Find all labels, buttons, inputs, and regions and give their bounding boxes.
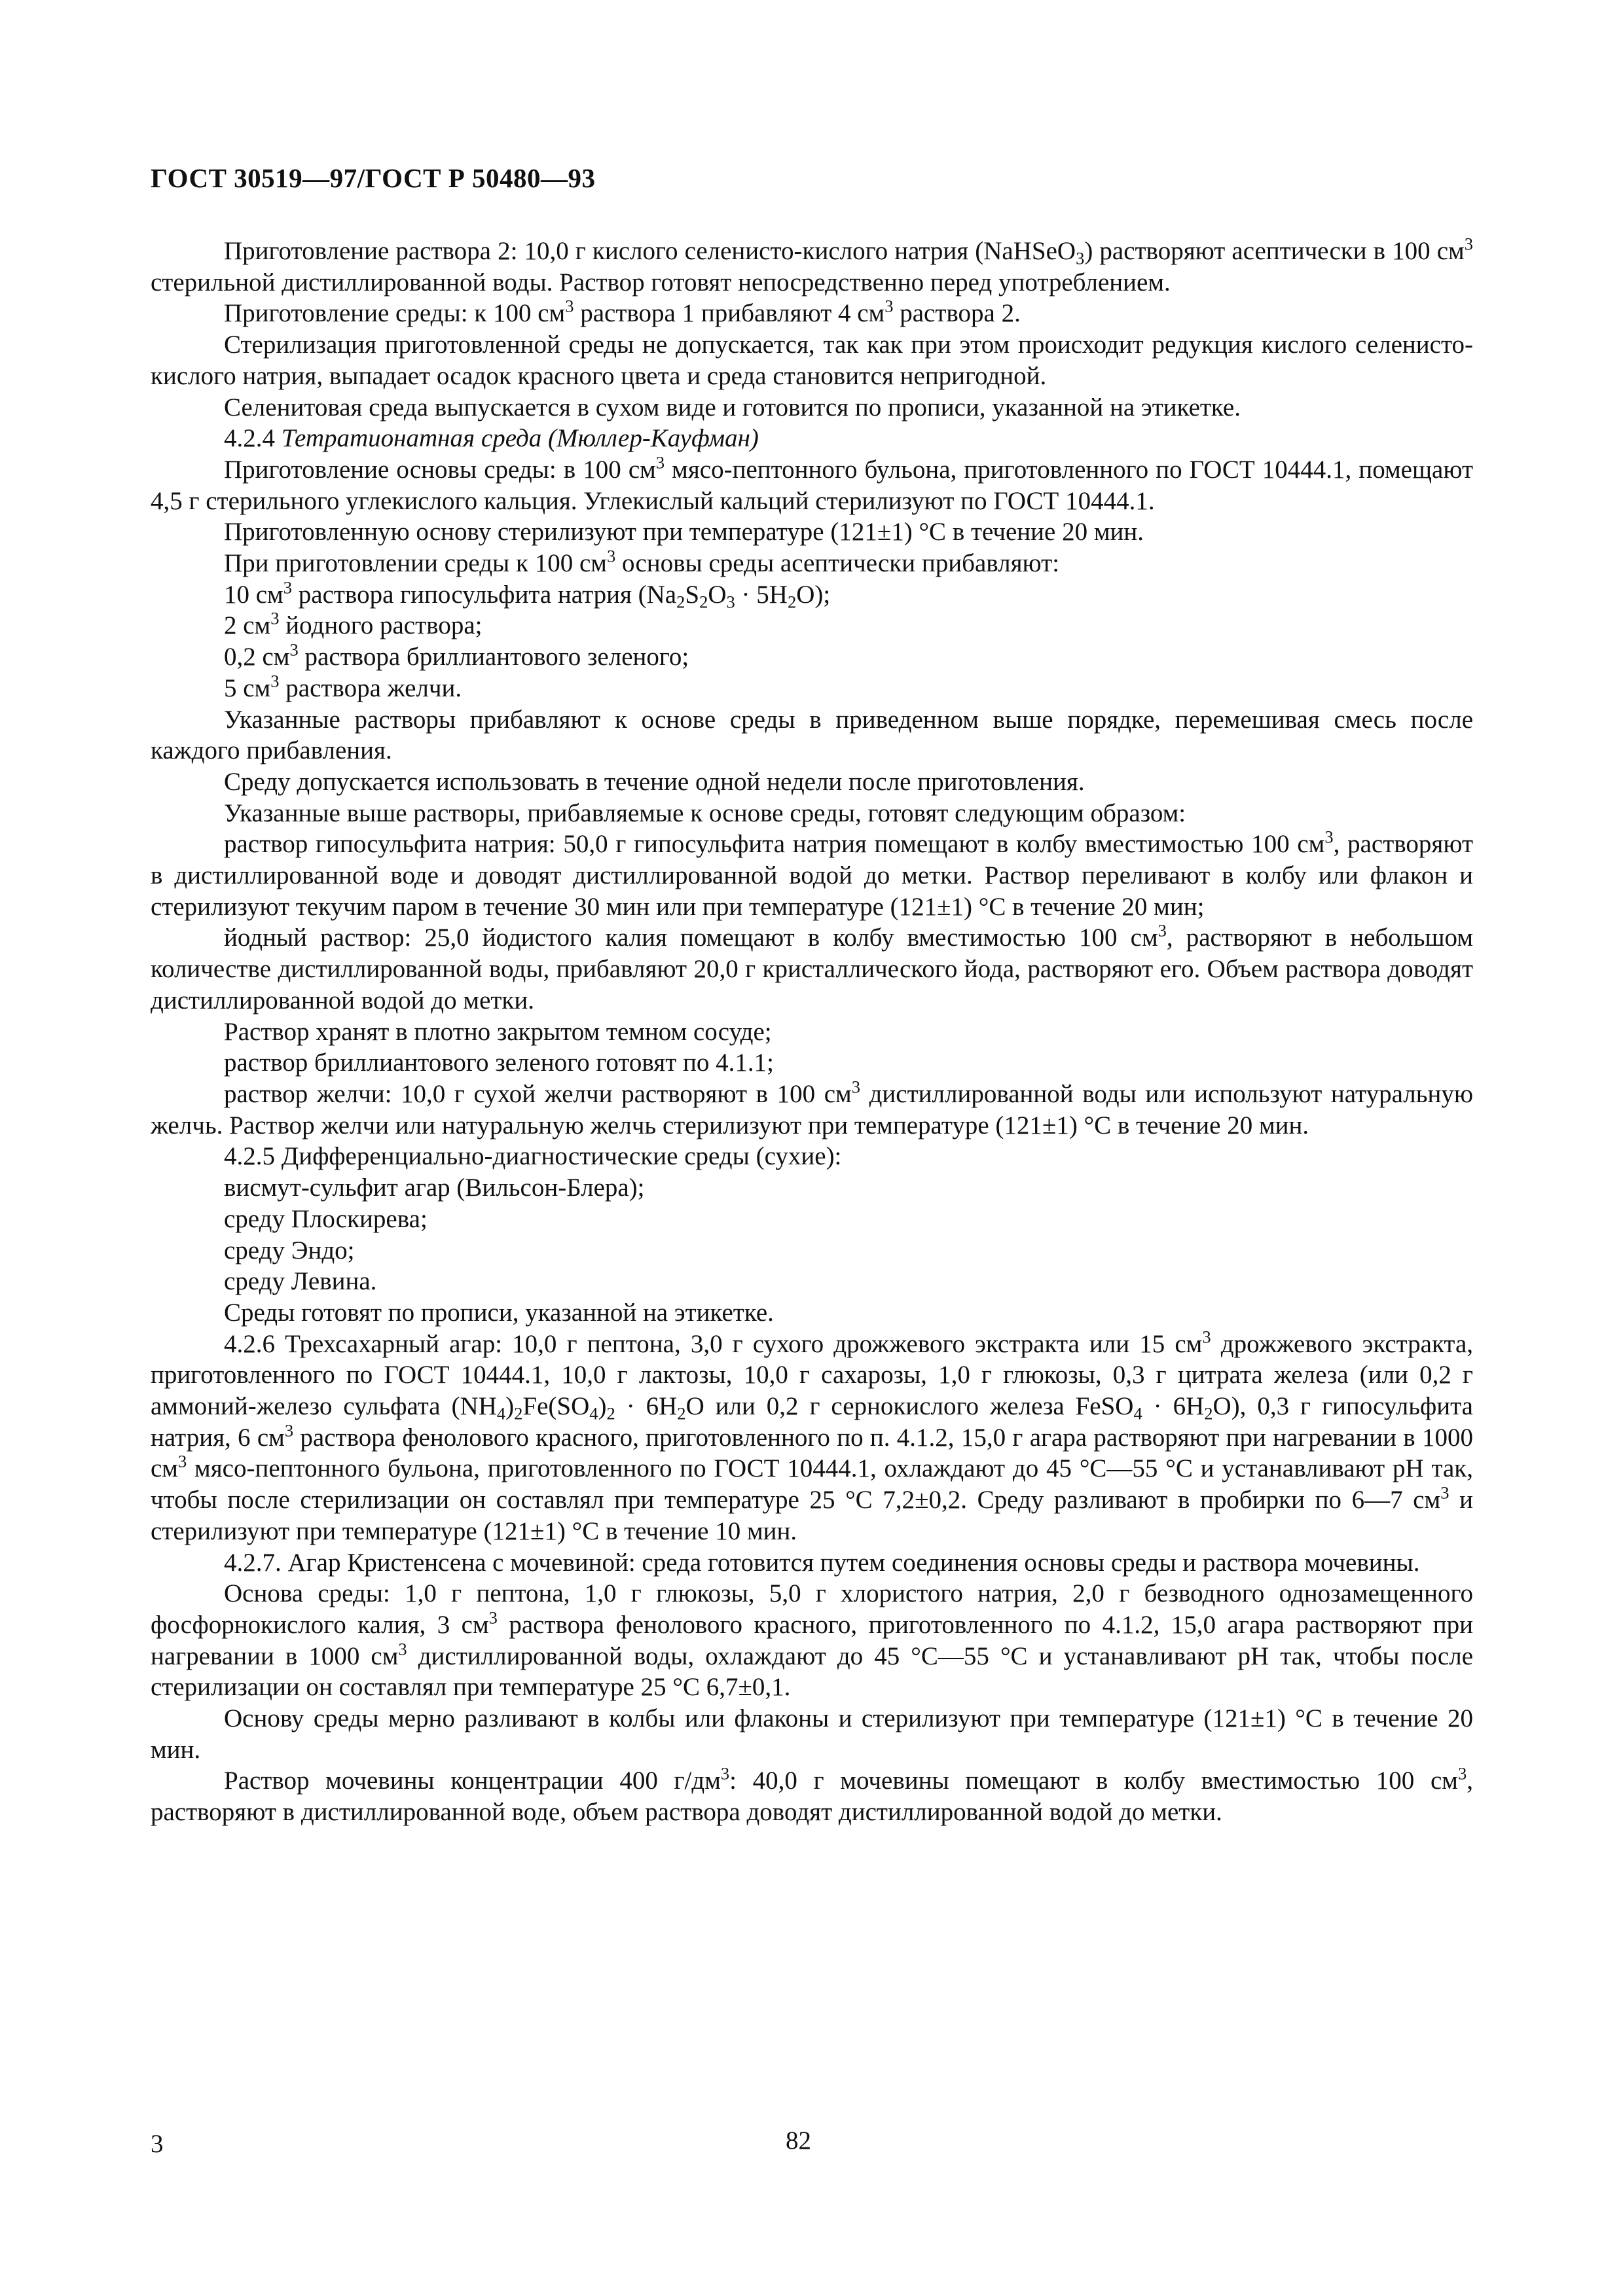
text-run: 5 см — [224, 673, 271, 702]
paragraph — [151, 1765, 1473, 1827]
subscript: 2 — [787, 592, 797, 612]
text-run: раствора бриллиантового зеленого; — [298, 643, 689, 672]
superscript: 3 — [1324, 827, 1334, 847]
superscript: 3 — [488, 1607, 498, 1628]
superscript: 3 — [655, 452, 665, 473]
paragraph — [151, 1047, 1473, 1079]
paragraph — [151, 423, 1473, 454]
text-run: дрожжевого экстракта, приготовленного по ГОСТ 10444.1, 10,0 г лактозы, 10,0 г сахарозы, 1,0 г глюкозы, 0,3 г цитрата железа (или 0,2 г аммоний-железо сульфата (NH — [151, 1329, 1473, 1421]
paragraph — [151, 516, 1473, 548]
text-run: Приготовленную основу стерилизуют при температуре (121±1) °С в течение 20 мин. — [224, 518, 1144, 547]
superscript: 3 — [1158, 920, 1167, 941]
paragraph — [151, 641, 1473, 673]
paragraph — [151, 1079, 1473, 1141]
subscript: 2 — [606, 1403, 615, 1424]
paragraph — [151, 766, 1473, 798]
text-run: Стерилизация приготовленной среды не допускается, так как при этом происходит редукция кислого селенисто-кислого натрия, выпадает осадок красного цвета и среда становится непригодной. — [151, 331, 1473, 390]
paragraph — [151, 579, 1473, 611]
superscript: 3 — [270, 608, 280, 628]
subscript: 2 — [676, 592, 685, 612]
paragraph — [151, 1547, 1473, 1579]
paragraph — [151, 1266, 1473, 1297]
paragraph — [151, 454, 1473, 516]
text-run: O), 0,3 г гипосульфита натрия, 6 см — [151, 1392, 1473, 1452]
superscript: 3 — [178, 1451, 187, 1471]
superscript: 3 — [1202, 1327, 1211, 1347]
text-run: 0,2 см — [224, 643, 290, 672]
text-run: Приготовление раствора 2: 10,0 г кислого селенисто-кислого натрия (NaHSeO — [224, 237, 1076, 265]
paragraph — [151, 298, 1473, 329]
text-run: , растворяют в небольшом количестве дистиллированной воды, прибавляют 20,0 г кристаллического йода, растворяют его. Объем раствора доводят дистиллированной водой до метки. — [151, 924, 1473, 1014]
text-run: раствора фенолового красного, приготовленного по п. 4.1.2, 15,0 г агара растворяют при нагревании в 1000 см — [151, 1423, 1473, 1483]
text-run: При приготовлении среды к 100 см — [224, 549, 607, 578]
text-run: · 6H — [1142, 1392, 1205, 1421]
italic-heading: Тетратионатная среда (Мюллер-Кауфман) — [281, 424, 759, 453]
superscript: 3 — [398, 1639, 407, 1659]
paragraph — [151, 610, 1473, 641]
subscript: 3 — [1076, 248, 1085, 268]
superscript: 3 — [606, 546, 616, 566]
text-run: Приготовление среды: к 100 см — [224, 299, 566, 328]
paragraph — [151, 1329, 1473, 1547]
text-run: Селенитовая среда выпускается в сухом виде и готовится по прописи, указанной на этикетке. — [224, 393, 1241, 422]
superscript: 3 — [289, 639, 299, 660]
text-run: основы среды асептически прибавляют: — [615, 549, 1060, 578]
paragraph — [151, 829, 1473, 922]
text-run: среду Эндо; — [224, 1236, 355, 1265]
text-run: , растворяют в дистиллированной воде и доводят дистиллированной водой до метки. Раствор переливают в колбу или флакон и стерилизуют текучим паром в течение 30 мин или при температуре (121±1) °С в течение 20 мин; — [151, 830, 1474, 921]
text-run: 2 см — [224, 611, 271, 640]
text-run: дистиллированной воды, охлаждают до 45 °С—55 °С и устанавливают pH так, чтобы после стерилизации он составлял при температуре 25 °С 6,7±0,1. — [151, 1641, 1474, 1702]
superscript: 3 — [565, 296, 574, 316]
paragraph — [151, 922, 1473, 1016]
superscript: 3 — [283, 577, 293, 598]
text-run: 4.2.5 Дифференциально-диагностические среды (сухие): — [224, 1142, 842, 1171]
page-number: 82 — [786, 2126, 811, 2155]
text-run: раствор бриллиантового зеленого готовят по 4.1.1; — [224, 1049, 774, 1077]
text-run: : 40,0 г мочевины помещают в колбу вместимостью 100 см — [729, 1767, 1458, 1795]
text-run: раствора 1 прибавляют 4 см — [574, 299, 885, 328]
text-run: Среду допускается использовать в течение одной недели после приготовления. — [224, 767, 1085, 796]
text-run: · 5H — [735, 580, 788, 609]
superscript: 3 — [1440, 1482, 1450, 1503]
paragraph — [151, 1703, 1473, 1765]
paragraph — [151, 236, 1473, 298]
text-run: и стерилизуют при температуре (121±1) °С в течение 10 мин. — [151, 1486, 1473, 1545]
standard-designation: ГОСТ 30519—97/ГОСТ Р 50480—93 — [151, 163, 596, 193]
text-run: Раствор хранят в плотно закрытом темном сосуде; — [224, 1017, 772, 1046]
text-run: дистиллированной воды или используют натуральную желчь. Раствор желчи или натуральную желчь стерилизуют при температуре (121±1) °С в течение 20 мин. — [151, 1079, 1473, 1139]
text-run: 4.2.6 Трехсахарный агар: 10,0 г пептона, 3,0 г сухого дрожжевого экстракта или 15 см — [224, 1329, 1203, 1358]
text-run: раствора гипосульфита натрия (Na — [292, 580, 677, 609]
text-run: S — [685, 580, 700, 609]
text-run: висмут-сульфит агар (Вильсон-Блера); — [224, 1174, 645, 1202]
paragraph — [151, 1235, 1473, 1266]
subscript: 4 — [1133, 1403, 1142, 1424]
paragraph — [151, 1172, 1473, 1204]
paragraph — [151, 329, 1473, 391]
subscript: 3 — [726, 592, 735, 612]
text-run: раствор желчи: 10,0 г сухой желчи растворяют в 100 см — [224, 1079, 852, 1108]
paragraph — [151, 1578, 1473, 1703]
superscript: 3 — [270, 671, 280, 691]
paragraph — [151, 798, 1473, 829]
text-run: мясо-пептонного бульона, приготовленного по ГОСТ 10444.1, охлаждают до 45 °С—55 °С и устанавливают pH так, чтобы после стерилизации он составлял при температуре 25 °С 7,2±0,2. Среду разливают в пробирки по 6—7 см — [151, 1454, 1473, 1515]
paragraph — [151, 392, 1473, 423]
sheet-number: 3 — [151, 2130, 164, 2158]
subscript: 2 — [514, 1403, 523, 1424]
text-run: O — [708, 580, 727, 609]
superscript: 3 — [884, 296, 894, 316]
superscript: 3 — [284, 1420, 294, 1441]
text-run: 4.2.7. Агар Кристенсена с мочевиной: среда готовится путем соединения основы среды и раствора мочевины. — [224, 1548, 1420, 1577]
text-run: мясо-пептонного бульона, приготовленного по ГОСТ 10444.1, помещают 4,5 г стерильного углекислого кальция. Углекислый кальций стерилизуют по ГОСТ 10444.1. — [151, 455, 1473, 515]
paragraph — [151, 704, 1473, 766]
superscript: 3 — [720, 1763, 730, 1784]
text-run: Указанные растворы прибавляют к основе среды в приведенном выше порядке, перемешивая смесь после каждого прибавления. — [151, 705, 1473, 765]
document-body — [151, 236, 1473, 1828]
text-run: 10 см — [224, 580, 283, 609]
text-run: раствора желчи. — [279, 673, 462, 702]
text-run: · 6H — [615, 1392, 678, 1421]
text-run: ) растворяют асептически в 100 см — [1084, 237, 1465, 265]
text-run: среду Плоскирева; — [224, 1204, 428, 1233]
text-run: йодный раствор: 25,0 йодистого калия помещают в колбу вместимостью 100 см — [224, 924, 1158, 952]
text-run: O); — [796, 580, 831, 609]
document-header — [151, 162, 596, 194]
superscript: 3 — [1457, 1763, 1467, 1784]
text-run: Fe(SO — [522, 1392, 590, 1421]
text-run: Приготовление основы среды: в 100 см — [224, 455, 656, 484]
paragraph — [151, 1297, 1473, 1329]
text-run: Среды готовят по прописи, указанной на этикетке. — [224, 1298, 774, 1327]
text-run: стерильной дистиллированной воды. Раствор готовят непосредственно перед употреблением. — [151, 268, 1171, 296]
text-run: Основу среды мерно разливают в колбы или флаконы и стерилизуют при температуре (121±1) °С в течение 20 мин. — [151, 1704, 1473, 1764]
text-run: раствор гипосульфита натрия: 50,0 г гипосульфита натрия помещают в колбу вместимостью 100 см — [224, 830, 1325, 859]
text-run: , растворяют в дистиллированной воде, объем раствора доводят дистиллированной водой до метки. — [151, 1767, 1473, 1827]
subscript: 4 — [589, 1403, 598, 1424]
paragraph — [151, 1141, 1473, 1172]
text-run: раствора 2. — [893, 299, 1021, 328]
subscript: 2 — [1204, 1403, 1213, 1424]
subscript: 2 — [677, 1403, 686, 1424]
text-run: среду Левина. — [224, 1267, 377, 1296]
paragraph — [151, 673, 1473, 704]
text-run: раствора фенолового красного, приготовленного по 4.1.2, 15,0 агара растворяют при нагревании в 1000 см — [151, 1610, 1473, 1670]
text-run: 4.2.4 — [224, 424, 282, 453]
subscript: 4 — [496, 1403, 506, 1424]
text-run: O или 0,2 г сернокислого железа FeSO — [685, 1392, 1134, 1421]
text-run: Раствор мочевины концентрации 400 г/дм — [224, 1767, 721, 1795]
paragraph — [151, 1016, 1473, 1048]
text-run: ) — [505, 1392, 515, 1421]
superscript: 3 — [851, 1077, 860, 1097]
paragraph — [151, 1204, 1473, 1235]
subscript: 2 — [699, 592, 708, 612]
paragraph — [151, 548, 1473, 579]
text-run: Указанные выше растворы, прибавляемые к основе среды, готовят следующим образом: — [224, 798, 1186, 827]
text-run: йодного раствора; — [279, 611, 483, 640]
text-run: Основа среды: 1,0 г пептона, 1,0 г глюкозы, 5,0 г хлористого натрия, 2,0 г безводного однозамещенного фосфорнокислого калия, 3 см — [151, 1579, 1473, 1639]
text-run: ) — [598, 1392, 607, 1421]
superscript: 3 — [1464, 234, 1473, 254]
